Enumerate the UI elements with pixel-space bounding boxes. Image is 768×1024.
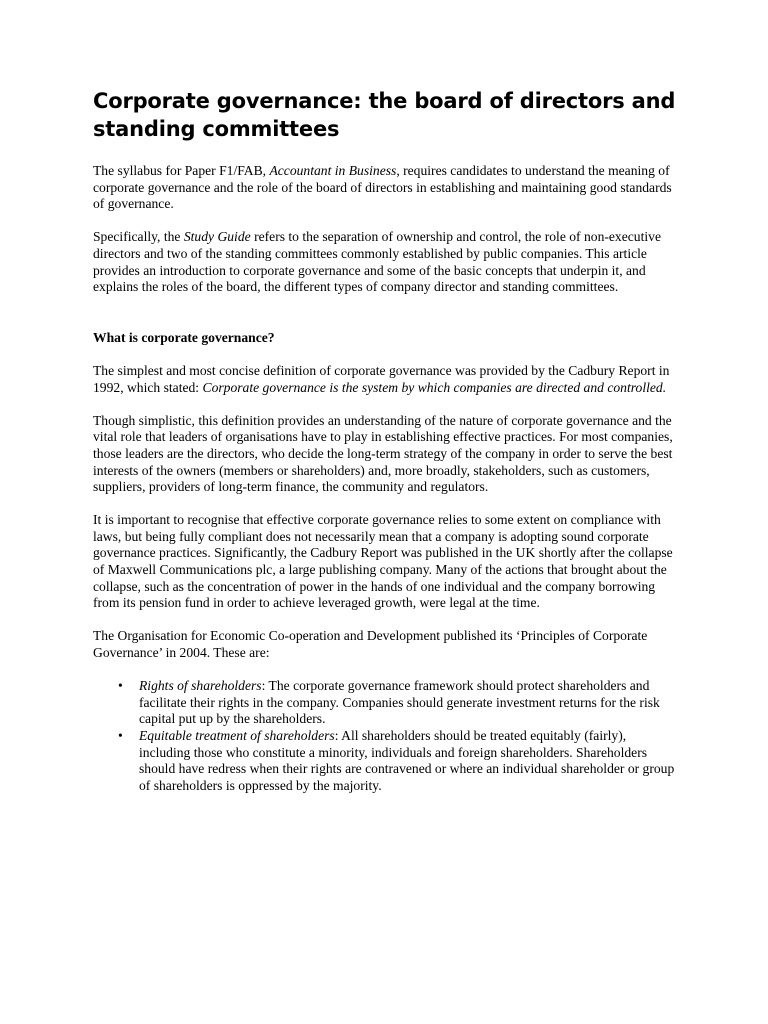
section-paragraph-1 (93, 363, 679, 396)
intro-paragraph-1 (93, 163, 679, 213)
principle-name: Rights of shareholders (139, 678, 262, 694)
intro-p1-text-b: , requires candidates to understand the meaning of corporate governance and the role of the board of directors in establishing and maintaining good standards of governance. (93, 163, 672, 212)
section-p1-text-a: The simplest and most concise definition of corporate governance was provided by the Cadbury Report in 1992, which stated: (93, 362, 670, 395)
section-paragraph-4: The Organisation for Economic Co-operation and Development published its ‘Principles of Corporate Governance’ in 2004. These are: (93, 628, 648, 661)
principles-list (93, 678, 679, 794)
intro-p1-text-a: The syllabus for Paper F1/FAB, (93, 163, 270, 178)
document-page (93, 87, 679, 794)
bullet-icon: • (118, 678, 123, 694)
list-item (118, 678, 679, 728)
intro-p2-italic: Study Guide (183, 229, 251, 245)
principle-text: : All shareholders should be treated equitably (fairly), including those who constitute a minority, individuals and foreign shareholders. Shareholders should have redress when their rights are contravened or where an individual shareholder or group of shareholders is oppressed by the majority. (139, 728, 675, 793)
bullet-icon: • (118, 728, 123, 743)
principle-name: Equitable treatment of shareholders (139, 728, 335, 743)
principle-text: : The corporate governance framework should protect shareholders and facilitate their rights in the company. Companies should generate investment returns for the risk capital put up by the shareholders. (139, 678, 660, 727)
intro-p1-italic: Accountant in Business (269, 163, 397, 178)
intro-p2-text-a: Specifically, the (93, 229, 184, 245)
section-paragraph-2: Though simplistic, this definition provides an understanding of the nature of corporate governance and the vital role that leaders of organisations have to play in establishing effective practices. For most companies, those leaders are the directors, who decide the long-term strategy of the company in order to serve the best interests of the owners (members or shareholders) and, more broadly, stakeholders, such as customers, suppliers, providers of long-term finance, the community and regulators. (93, 412, 673, 495)
page-title: Corporate governance: the board of directors and standing committees (93, 89, 676, 141)
intro-paragraph-2 (93, 229, 679, 295)
section-heading: What is corporate governance? (93, 329, 275, 345)
intro-p2-text-b: refers to the separation of ownership and control, the role of non-executive directors and two of the standing committees commonly established by public companies. This article provides an introduction to corporate governance and some of the basic concepts that underpin it, and explains the roles of the board, the different types of company director and standing committees. (93, 229, 661, 295)
section-paragraph-3: It is important to recognise that effective corporate governance relies to some extent on compliance with laws, but being fully compliant does not necessarily mean that a company is adopting sound corporate governance practices. Significantly, the Cadbury Report was published in the UK shortly after the collapse of Maxwell Communications plc, a large publishing company. Many of the actions that brought about the collapse, such as the concentration of power in the hands of one individual and the company borrowing from its pension fund in order to achieve leveraged growth, were legal at the time. (93, 512, 673, 611)
section-p1-italic: Corporate governance is the system by which companies are directed and controlled. (202, 379, 667, 395)
list-item (118, 728, 679, 794)
